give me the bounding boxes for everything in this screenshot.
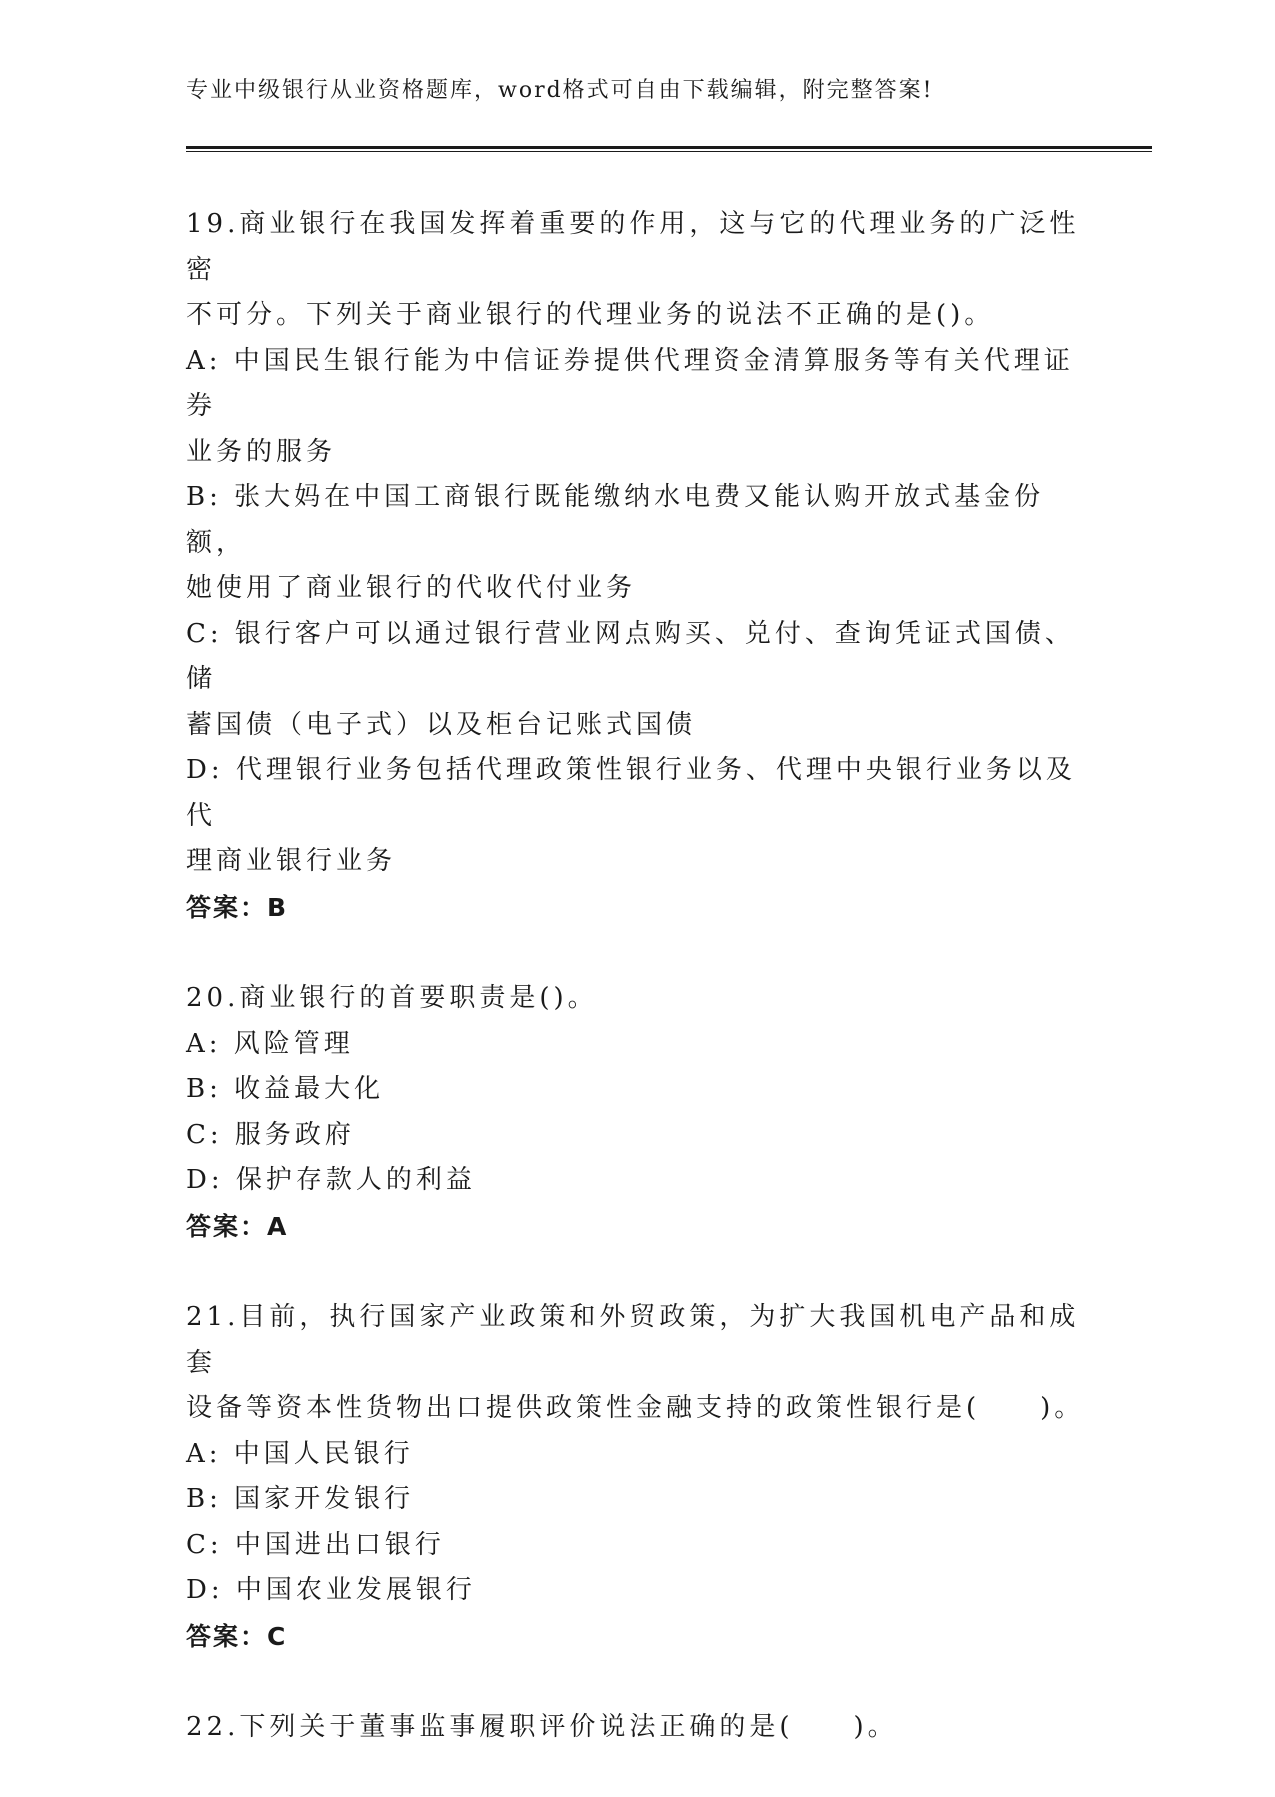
question-19 [186,202,1086,930]
option-b: B: 张大妈在中国工商银行既能缴纳水电费又能认购开放式基金份额， [186,482,1045,558]
question-stem: 21.目前，执行国家产业政策和外贸政策，为扩大我国机电产品和成套 [186,1302,1080,1378]
question-22 [186,1705,1086,1751]
option-a: 业务的服务 [186,436,337,467]
option-c: C: 中国进出口银行 [186,1529,445,1560]
question-20 [186,976,1086,1249]
answer-label: 答案：C [186,1621,288,1651]
option-a: A: 中国民生银行能为中信证券提供代理资金清算服务等有关代理证券 [186,345,1074,421]
option-d: D: 代理银行业务包括代理政策性银行业务、代理中央银行业务以及代 [186,755,1076,831]
option-d: D: 中国农业发展银行 [186,1575,476,1605]
question-stem: 19.商业银行在我国发挥着重要的作用，这与它的代理业务的广泛性密 [186,209,1080,285]
question-stem: 20.商业银行的首要职责是()。 [186,983,598,1013]
header-divider [186,146,1152,152]
question-stem: 不可分。下列关于商业银行的代理业务的说法不正确的是()。 [186,300,995,330]
option-a: A: 风险管理 [186,1028,354,1059]
option-b: 她使用了商业银行的代收代付业务 [186,573,637,603]
question-21 [186,1295,1086,1659]
answer-label: 答案：A [186,1211,289,1241]
page-header: 专业中级银行从业资格题库，word格式可自由下载编辑，附完整答案! [186,78,934,103]
option-d: 理商业银行业务 [186,846,397,876]
question-stem: 设备等资本性货物出口提供政策性金融支持的政策性银行是( )。 [186,1393,1085,1423]
option-a: A: 中国人民银行 [186,1438,414,1469]
option-c: C: 服务政府 [186,1119,355,1150]
answer-label: 答案：B [186,892,289,922]
option-d: D: 保护存款人的利益 [186,1165,476,1195]
option-b: B: 收益最大化 [186,1074,385,1104]
option-c: C: 银行客户可以通过银行营业网点购买、兑付、查询凭证式国债、储 [186,618,1075,694]
option-b: B: 国家开发银行 [186,1484,415,1514]
question-stem: 22.下列关于董事监事履职评价说法正确的是( )。 [186,1712,898,1742]
option-c: 蓄国债（电子式）以及柜台记账式国债 [186,709,697,740]
question-list [186,202,1086,1797]
